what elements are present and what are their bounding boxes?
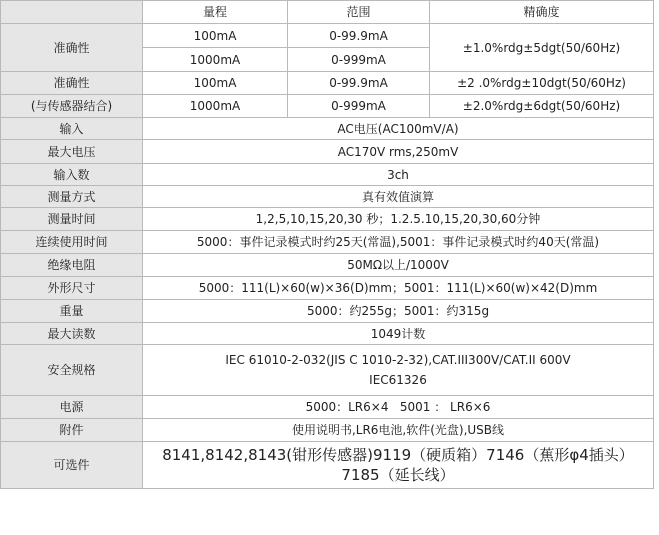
- spec-label: 输入数: [1, 164, 143, 186]
- accuracy-sensor-row-2: [1, 95, 654, 118]
- spec-row-measure-time: [1, 208, 654, 231]
- spec-label: 测量时间: [1, 208, 143, 231]
- options-line-1: 8141,8142,8143(钳形传感器)9119（硬质箱）7146（蕉形φ4插头）: [162, 446, 634, 464]
- header-range-setting: 量程: [143, 1, 288, 24]
- spec-value: 真有效值演算: [143, 186, 654, 208]
- spec-row-max-reading: [1, 323, 654, 345]
- power-value: 5000：LR6×4 5001 ： LR6×6: [143, 396, 654, 419]
- accuracy-range-1: 0-99.9mA: [288, 24, 430, 48]
- spec-value: 5000：事件记录模式时约25天(常温),5001：事件记录模式时约40天(常温): [143, 231, 654, 254]
- accuracy-value: ±1.0%rdg±5dgt(50/60Hz): [430, 24, 654, 72]
- spec-label: 测量方式: [1, 186, 143, 208]
- spec-label: 最大读数: [1, 323, 143, 345]
- spec-value: AC170V rms,250mV: [143, 140, 654, 164]
- spec-label: 绝缘电阻: [1, 254, 143, 277]
- safety-line-2: IEC61326: [369, 373, 427, 387]
- spec-label: 外形尺寸: [1, 277, 143, 300]
- accessories-value: 使用说明书,LR6电池,软件(光盘),USB线: [143, 419, 654, 442]
- accuracy-sensor-value-1: ±2 .0%rdg±10dgt(50/60Hz): [430, 72, 654, 95]
- spec-row-input: [1, 118, 654, 140]
- accuracy-sensor-value-2: ±2.0%rdg±6dgt(50/60Hz): [430, 95, 654, 118]
- safety-label: 安全规格: [1, 345, 143, 396]
- spec-row-power: [1, 396, 654, 419]
- accuracy-sensor-label-2: (与传感器结合): [1, 95, 143, 118]
- accuracy-range-setting-1: 100mA: [143, 24, 288, 48]
- options-value: [143, 442, 654, 489]
- accuracy-range-setting-2: 1000mA: [143, 48, 288, 72]
- spec-row-options: [1, 442, 654, 489]
- options-label: 可选件: [1, 442, 143, 489]
- power-label: 电源: [1, 396, 143, 419]
- accuracy-range-2: 0-999mA: [288, 48, 430, 72]
- spec-row-accessories: [1, 419, 654, 442]
- accuracy-label: 准确性: [1, 24, 143, 72]
- safety-value: [143, 345, 654, 396]
- spec-row-weight: [1, 300, 654, 323]
- safety-line-1: IEC 61010-2-032(JIS C 1010-2-32),CAT.III300V/CAT.II 600V: [225, 353, 571, 367]
- header-range: 范围: [288, 1, 430, 24]
- spec-value: 50MΩ以上/1000V: [143, 254, 654, 277]
- spec-label: 输入: [1, 118, 143, 140]
- spec-label: 最大电压: [1, 140, 143, 164]
- accuracy-sensor-range-setting-1: 100mA: [143, 72, 288, 95]
- options-line-2: 7185（延长线）: [341, 466, 455, 484]
- header-corner: [1, 1, 143, 24]
- accuracy-sensor-row-1: [1, 72, 654, 95]
- spec-row-insulation: [1, 254, 654, 277]
- spec-value: 5000：约255g；5001：约315g: [143, 300, 654, 323]
- spec-row-safety: [1, 345, 654, 396]
- spec-value: AC电压(AC100mV/A): [143, 118, 654, 140]
- accuracy-sensor-range-1: 0-99.9mA: [288, 72, 430, 95]
- accuracy-sensor-range-setting-2: 1000mA: [143, 95, 288, 118]
- spec-value: 1049计数: [143, 323, 654, 345]
- spec-row-method: [1, 186, 654, 208]
- spec-value: 3ch: [143, 164, 654, 186]
- header-row: [1, 1, 654, 24]
- spec-row-continuous-use: [1, 231, 654, 254]
- header-accuracy: 精确度: [430, 1, 654, 24]
- accuracy-sensor-range-2: 0-999mA: [288, 95, 430, 118]
- spec-value: 5000：111(L)×60(w)×36(D)mm；5001：111(L)×60(w)×42(D)mm: [143, 277, 654, 300]
- accessories-label: 附件: [1, 419, 143, 442]
- spec-row-max-voltage: [1, 140, 654, 164]
- spec-value: 1,2,5,10,15,20,30 秒；1.2.5.10,15,20,30,60分钟: [143, 208, 654, 231]
- spec-row-dimensions: [1, 277, 654, 300]
- accuracy-row-1: [1, 24, 654, 48]
- spec-label: 连续使用时间: [1, 231, 143, 254]
- spec-label: 重量: [1, 300, 143, 323]
- accuracy-sensor-label-1: 准确性: [1, 72, 143, 95]
- spec-row-input-count: [1, 164, 654, 186]
